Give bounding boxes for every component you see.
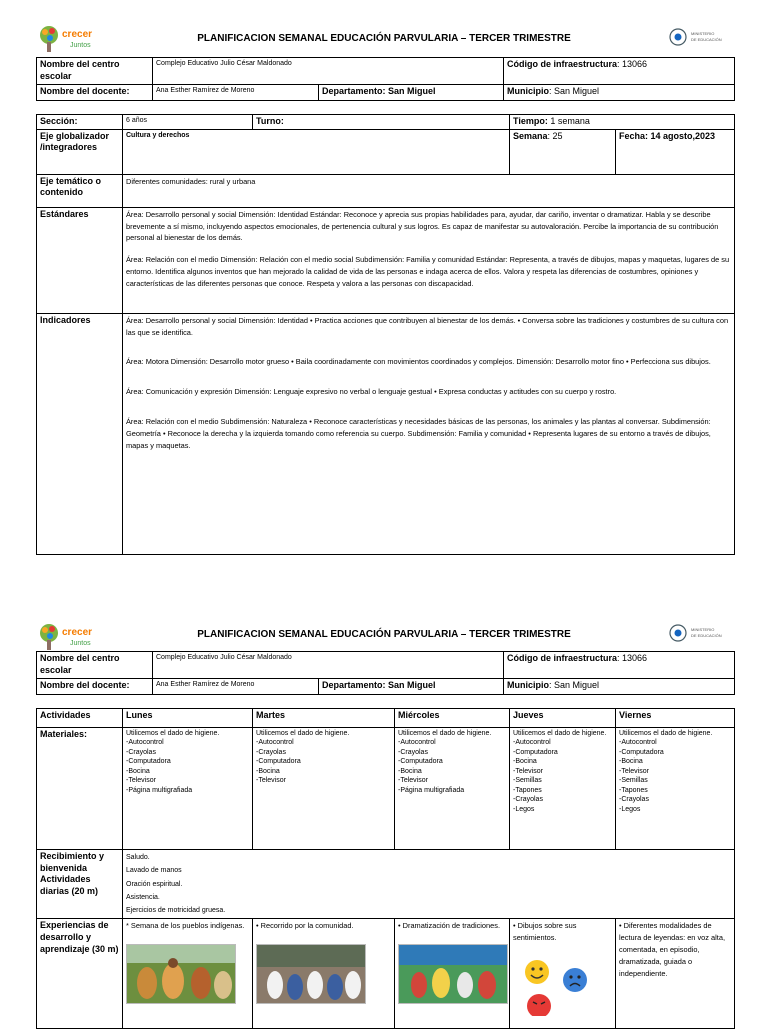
indicadores-paragraph-3: Área: Comunicación y expresión Dimensión: Lenguaje expresivo no verbal o lenguaje gestual • Expresa conductas y actitudes con su cuerpo y rostro. (126, 387, 617, 397)
materiales-martes (253, 728, 395, 850)
logo-text-crecer: crecer (62, 627, 93, 638)
indicadores-paragraph-1: Área: Desarrollo personal y social Dimensión: Identidad • Practica acciones que contribuyen al bienestar de los demás. • Conversa sobre las tradiciones y costumbres de su cultura con las que se identifica. (126, 315, 729, 337)
material-item: -Televisor (513, 767, 543, 775)
material-item: -Página multigrafiada (126, 786, 193, 794)
codigo-cell: Código de infraestructura: 13066 (504, 652, 735, 679)
indicadores-paragraph-4: Área: Relación con el medio Subdimensión: Naturaleza • Reconoce características y necesidades básicas de las personas, los animales y las plantas al conversar. Subdimensión: Geometría • Reconoce la derecha y la izquierda tomando como referencia su cuerpo. Subdimensión: Familia y comunidad • Representa lugares de su entorno a través de dibujos, mapas y maquetas. (126, 417, 711, 450)
centro-value: Complejo Educativo Julio César Maldonado (153, 58, 504, 85)
day-header-viernes: Viernes (616, 709, 735, 728)
feelings-emojis (513, 950, 609, 1016)
indicadores-label: Indicadores (37, 313, 123, 554)
recibimiento-label: Recibimiento y bienvenida Actividades diarias (20 m) (37, 850, 123, 919)
material-item: -Bocina (126, 767, 150, 775)
traditions-drama-photo (398, 944, 508, 1004)
indicadores-paragraph-2: Área: Motora Dimensión: Desarrollo motor grueso • Baila coordinadamente con movimientos coordinados y complejos. Dimensión: Desarrollo motor fino • Perfecciona sus dibujos. (126, 357, 711, 367)
eje-value: Cultura y derechos (123, 129, 510, 174)
departamento-cell: Departamento: San Miguel (319, 679, 504, 695)
material-item: -Televisor (398, 777, 428, 785)
page-header (0, 0, 768, 50)
material-item: Utilicemos el dado de higiene. (619, 730, 713, 737)
experiencia-viernes: • Diferentes modalidades de lectura de leyendas: en voz alta, comentada, en episodio, dramatizada, guiada o independiente. (616, 919, 735, 1029)
centro-label: Nombre del centro escolar (37, 58, 153, 85)
experiencia-martes (253, 919, 395, 1029)
docente-value: Ana Esther Ramírez de Moreno (153, 85, 319, 101)
experiencia-lunes (123, 919, 253, 1029)
estandares-paragraph-1: Área: Desarrollo personal y social Dimensión: Identidad Estándar: Reconoce y aprecia sus propias habilidades para, ayudar, dar cariño, inventar o dramatizar. Habla y se describe brevemente a sí mismo, incluyendo aspectos emocionales, de pertenencia cultural y sus logros. Es capaz de manifestar su autovaloración. Percibe la importancia de su contribución personal al bienestar de los demás. (126, 209, 719, 243)
material-item: Utilicemos el dado de higiene. (256, 730, 350, 737)
community-walk-photo (256, 944, 366, 1004)
experiencia-text: • Dramatización de tradiciones. (398, 921, 500, 931)
materiales-lunes (123, 728, 253, 850)
material-item: -Legos (619, 805, 641, 813)
tematico-value: Diferentes comunidades: rural y urbana (123, 174, 735, 207)
day-header-lunes: Lunes (123, 709, 253, 728)
ministerio-seal (668, 622, 738, 648)
logo-text-juntos: Juntos (70, 42, 91, 49)
recibimiento-items (123, 850, 735, 919)
page-title: PLANIFICACION SEMANAL EDUCACIÓN PARVULARIA – TERCER TRIMESTRE (197, 33, 571, 44)
seal-text-2: DE EDUCACIÓN (691, 37, 722, 42)
estandares-text (123, 207, 735, 313)
weekly-activities-table (36, 708, 735, 1029)
happy-face-icon (525, 960, 549, 984)
material-item: -Autocontrol (126, 739, 164, 747)
docente-label: Nombre del docente: (37, 679, 153, 695)
school-info-table-2 (36, 651, 735, 695)
material-item: Utilicemos el dado de higiene. (513, 730, 607, 737)
material-item: -Semillas (513, 777, 542, 785)
material-item: -Crayolas (126, 748, 156, 756)
material-item: -Crayolas (398, 748, 428, 756)
actividades-label: Actividades (37, 709, 123, 728)
recibimiento-item: Ejercicios de motricidad gruesa. (126, 907, 226, 915)
material-item: -Computadora (126, 758, 171, 766)
material-item: -Computadora (619, 748, 664, 756)
material-item: -Tapones (513, 786, 542, 794)
day-header-miercoles: Miércoles (395, 709, 510, 728)
material-item: -Bocina (256, 767, 280, 775)
sad-face-icon (563, 968, 587, 992)
departamento-cell: Departamento: San Miguel (319, 85, 504, 101)
semana-cell: Semana: 25 (510, 129, 616, 174)
materiales-label: Materiales: (37, 728, 123, 850)
experiencia-text: • Recorrido por la comunidad. (256, 921, 354, 931)
material-item: -Televisor (619, 767, 649, 775)
recibimiento-item: Asistencia. (126, 893, 160, 901)
material-item: -Crayolas (619, 796, 649, 804)
page-gap (0, 570, 768, 616)
material-item: -Computadora (256, 758, 301, 766)
centro-label: Nombre del centro escolar (37, 652, 153, 679)
recibimiento-item: Oración espiritual. (126, 880, 183, 888)
page-title-2: PLANIFICACION SEMANAL EDUCACIÓN PARVULARIA – TERCER TRIMESTRE (197, 629, 571, 640)
logo-text-juntos: Juntos (70, 640, 91, 647)
seccion-label: Sección: (37, 115, 123, 130)
materiales-miercoles (395, 728, 510, 850)
centro-value: Complejo Educativo Julio César Maldonado (153, 652, 504, 679)
seal-text-2: DE EDUCACIÓN (691, 633, 722, 638)
eje-label: Eje globalizador /integradores (37, 129, 123, 174)
material-item: -Bocina (513, 758, 537, 766)
material-item: -Autocontrol (513, 739, 551, 747)
logo-text-crecer: crecer (62, 29, 93, 40)
material-item: -Semillas (619, 777, 648, 785)
material-item: -Computadora (398, 758, 443, 766)
material-item: -Crayolas (256, 748, 286, 756)
day-header-martes: Martes (253, 709, 395, 728)
fecha-cell: Fecha: 14 agosto,2023 (616, 129, 735, 174)
experiencia-jueves (510, 919, 616, 1029)
day-header-jueves: Jueves (510, 709, 616, 728)
estandares-label: Estándares (37, 207, 123, 313)
tiempo-cell: Tiempo: 1 semana (510, 115, 735, 130)
material-item: -Autocontrol (398, 739, 436, 747)
estandares-paragraph-2: Área: Relación con el medio Dimensión: Relación con el medio social Subdimensión: Familia y comunidad Estándar: Representa, a través de dibujos, mapas y maquetas, lugares de su entorno. Identifica algunos inventos que han mejorado la calidad de vida de las personas e indaga acerca de ellos. Valora y respeta las diferencias de costumbres, opiniones y características de las diferentes personas que conoce. Respeta y valora a las personas con discapacidad. (126, 255, 730, 288)
material-item: -Legos (513, 805, 535, 813)
docente-label: Nombre del docente: (37, 85, 153, 101)
docente-value: Ana Esther Ramírez de Moreno (153, 679, 319, 695)
indigenous-week-photo (126, 944, 236, 1004)
municipio-cell: Municipio: San Miguel (504, 679, 735, 695)
experiencias-label: Experiencias de desarrollo y aprendizaje (30 m) (37, 919, 123, 1029)
turno-label: Turno: (253, 115, 510, 130)
tematico-label: Eje temático o contenido (37, 174, 123, 207)
material-item: -Televisor (126, 777, 156, 785)
material-item: -Crayolas (513, 796, 543, 804)
material-item: -Computadora (513, 748, 558, 756)
material-item: -Bocina (398, 767, 422, 775)
materiales-viernes (616, 728, 735, 850)
material-item: -Autocontrol (619, 739, 657, 747)
recibimiento-item: Lavado de manos (126, 867, 182, 875)
municipio-cell: Municipio: San Miguel (504, 85, 735, 101)
seccion-value: 6 años (123, 115, 253, 130)
school-info-table (36, 57, 735, 101)
experiencia-miercoles (395, 919, 510, 1029)
material-item: -Página multigrafiada (398, 786, 465, 794)
experiencia-text: • Dibujos sobre sus sentimientos. (513, 921, 577, 943)
ministerio-seal (668, 26, 738, 52)
codigo-cell: Código de infraestructura: 13066 (504, 58, 735, 85)
material-item: -Autocontrol (256, 739, 294, 747)
planning-details-table (36, 114, 735, 555)
seal-text-1: MINISTERIO (691, 31, 715, 36)
material-item: -Televisor (256, 777, 286, 785)
indicadores-text (123, 313, 735, 554)
recibimiento-item: Saludo. (126, 854, 150, 861)
material-item: -Tapones (619, 786, 648, 794)
materiales-jueves (510, 728, 616, 850)
experiencia-text: * Semana de los pueblos indígenas. (126, 921, 245, 931)
page-2 (0, 616, 768, 1024)
material-item: Utilicemos el dado de higiene. (126, 730, 220, 737)
angry-face-icon (527, 994, 551, 1016)
material-item: -Bocina (619, 758, 643, 766)
material-item: Utilicemos el dado de higiene. (398, 730, 492, 737)
seal-text-1: MINISTERIO (691, 627, 715, 632)
